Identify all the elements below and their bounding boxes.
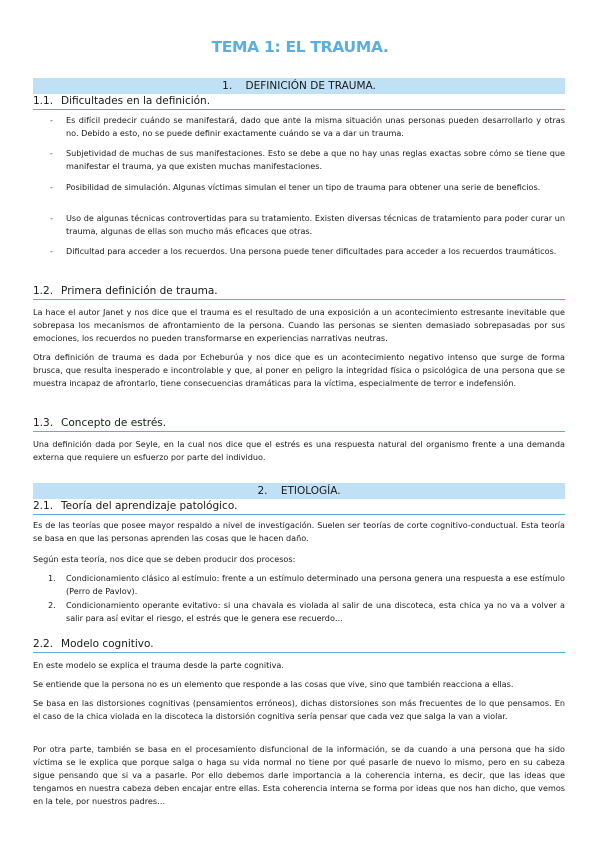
section-title: ETIOLOGÍA. <box>280 485 341 497</box>
list-item <box>50 114 565 140</box>
list-item-text: Posibilidad de simulación. Algunas víctimas simulan el tener un tipo de trauma para obtener una serie de beneficios. <box>66 182 541 192</box>
list-item-text: Condicionamiento operante evitativo: si una chavala es violada al salir de una discoteca, esta chica ya no va a volver a salir para así evitar el riesgo, el estrés que le genera ese recuerdo… <box>66 600 565 623</box>
list-item <box>50 147 565 173</box>
subsection-number: 1.1. <box>33 95 54 107</box>
list-item-text: Condicionamiento clásico al estímulo: frente a un estímulo determinado una persona genera una respuesta a ese estímulo (Perro de Pavlov). <box>66 573 565 596</box>
subsection-heading-2-2 <box>33 637 565 653</box>
section-heading-2 <box>33 483 565 499</box>
list-item-text: Es difícil predecir cuándo se manifestará, dado que ante la misma situación unas personas pueden desarrollarlo y otras no. Debido a esto, no se puede definir exactamente cuándo se va a dar un trauma. <box>66 115 565 138</box>
paragraph: Se basa en las distorsiones cognitivas (pensamientos erróneos), dichas distorsiones son más frecuentes de lo que pensamos. En el caso de la chica violada en la discoteca la distorsión cognitiva sería pensar que cada vez que salga la van a violar. <box>33 698 565 721</box>
paragraph: Es de las teorías que posee mayor respaldo a nivel de investigación. Suelen ser teorías de corte cognitivo-conductual. Esta teoría se basa en que las personas aprenden las cosas que le hacen daño. <box>33 520 565 543</box>
paragraph: Otra definición de trauma es dada por Echeburúa y nos dice que es un acontecimiento negativo intenso que surge de forma brusca, que resulta inesperado e incontrolable y que, al poner en peligro la integridad física o psicológica de una persona que se muestra incapaz de afrontarlo, tiene consecuencias dramáticas para la víctima, especialmente de terror e indefensión. <box>33 352 565 388</box>
subsection-title: Teoría del aprendizaje patológico. <box>61 500 238 512</box>
paragraph: Se entiende que la persona no es un elemento que responde a las cosas que vive, sino que también reacciona a ellas. <box>33 679 514 689</box>
bullet-marker: - <box>50 148 53 158</box>
list-item <box>50 245 565 258</box>
list-item <box>48 572 565 598</box>
subsection-heading-1-1 <box>33 94 565 110</box>
subsection-heading-1-2 <box>33 284 565 300</box>
list-item <box>50 181 565 194</box>
subsection-title: Concepto de estrés. <box>61 417 167 429</box>
list-item-text: Subjetividad de muchas de sus manifestaciones. Esto se debe a que no hay unas reglas exactas sobre cómo se tiene que manifestar el trauma, ya que existen muchas manifestaciones. <box>66 148 565 171</box>
list-item-text: Uso de algunas técnicas controvertidas para su tratamiento. Existen diversas técnicas de tratamiento para poder curar un trauma, algunas de ellas son mucho más eficaces que otras. <box>66 213 565 236</box>
bullet-marker: - <box>50 182 53 192</box>
subsection-number: 1.2. <box>33 285 54 297</box>
list-item-text: Dificultad para acceder a los recuerdos. Una persona puede tener dificultades para acceder a los recuerdos traumáticos. <box>66 246 557 256</box>
list-item <box>48 599 565 625</box>
subsection-title: Modelo cognitivo. <box>61 638 154 650</box>
paragraph: Por otra parte, también se basa en el procesamiento disfuncional de la información, se da cuando a una persona que ha sido víctima se le explica que porque salga o haga su vida normal no tiene por qué pasarle de nuevo lo mismo, pero en su cabeza sigue pensando que si va a pasarle. Por ello debemos darle importancia a la coherencia interna, es decir, que las ideas que tengamos en nuestra cabeza deben encajar entre ellas. Esta coherencia interna se forma por ideas que nos han dicho, que vemos en la tele, por nuestros padres… <box>33 744 565 806</box>
bullet-marker: - <box>50 246 53 256</box>
list-number: 1. <box>48 573 56 583</box>
paragraph: En este modelo se explica el trauma desde la parte cognitiva. <box>33 660 284 670</box>
subsection-title: Primera definición de trauma. <box>61 285 218 297</box>
bullet-marker: - <box>50 115 53 125</box>
section-title: DEFINICIÓN DE TRAUMA. <box>245 80 376 92</box>
subsection-number: 2.2. <box>33 638 54 650</box>
section-heading-1 <box>33 78 565 94</box>
paragraph: Según esta teoría, nos dice que se deben producir dos procesos: <box>33 554 296 564</box>
paragraph: Una definición dada por Seyle, en la cual nos dice que el estrés es una respuesta natural del organismo frente a una demanda externa que requiere un esfuerzo por parte del individuo. <box>33 439 565 462</box>
bullet-marker: - <box>50 213 53 223</box>
subsection-title: Dificultades en la definición. <box>61 95 211 107</box>
section-number: 1. <box>222 80 233 92</box>
document-title: TEMA 1: EL TRAUMA. <box>211 38 389 56</box>
subsection-heading-2-1 <box>33 499 565 515</box>
subsection-number: 2.1. <box>33 500 54 512</box>
list-item <box>50 212 565 238</box>
subsection-heading-1-3 <box>33 416 565 432</box>
paragraph: La hace el autor Janet y nos dice que el trauma es el resultado de una exposición a un acontecimiento estresante inevitable que sobrepasa los mecanismos de afrontamiento de la persona. Cuando las personas se sienten demasiado sobrepasadas por sus emociones, los recuerdos no pueden transformarse en experiencias narrativas neutras. <box>33 307 565 343</box>
section-number: 2. <box>257 485 268 497</box>
subsection-number: 1.3. <box>33 417 54 429</box>
list-number: 2. <box>48 600 56 610</box>
